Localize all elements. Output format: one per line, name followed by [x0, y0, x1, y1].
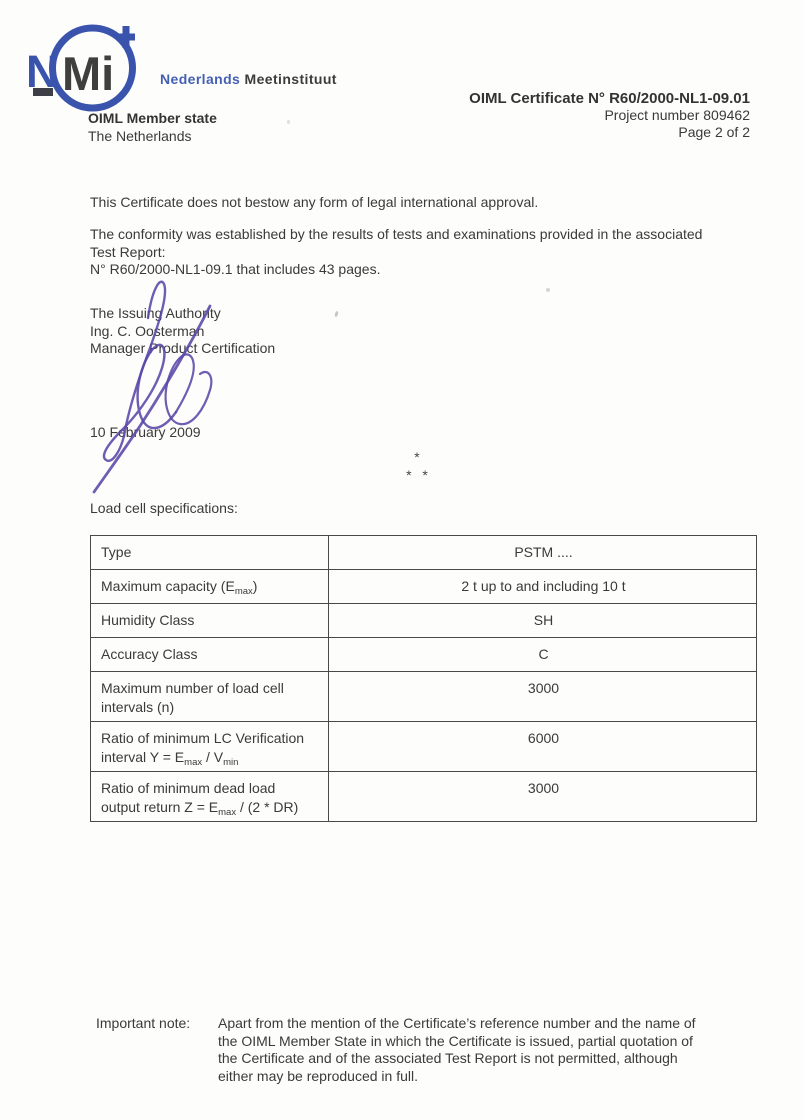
logo-plus-icon [117, 34, 135, 41]
logo-letters-mi: Mi [62, 47, 115, 100]
signature-stroke [166, 354, 212, 424]
scan-speck [334, 311, 339, 318]
org-wordmark-meetinstituut: Meetinstituut [244, 71, 337, 87]
issuing-authority-block: The Issuing Authority Ing. C. Oosterman Manager Product Certification [90, 305, 276, 356]
certificate-number: OIML Certificate N° R60/2000-NL1-09.01 [469, 90, 750, 107]
spec-row-value: 6000 [329, 722, 757, 772]
spec-row-label: Ratio of minimum dead load output return $Z = E_{max} / (2 * DR)$ [91, 772, 329, 822]
paragraph-conformity: The conformity was established by the results of tests and examinations provided in the associated Test Report: N° R60/2000-NL1-09.1 that includes 43 pages. [90, 226, 703, 277]
spec-table-body [91, 536, 757, 822]
spec-row [91, 772, 757, 822]
scan-speck [287, 120, 290, 124]
spec-row-value: 3000 [329, 672, 757, 722]
spec-row [91, 722, 757, 772]
spec-row-label: Accuracy Class [91, 638, 329, 672]
spec-row [91, 638, 757, 672]
spec-row [91, 536, 757, 570]
member-state-block [88, 109, 217, 145]
asterisk-bottom: * * [406, 467, 428, 483]
spec-row-value: 3000 [329, 772, 757, 822]
asterisk-marks [383, 448, 451, 484]
certificate-reference-block [300, 90, 750, 141]
spec-row [91, 570, 757, 604]
member-state-value: The Netherlands [88, 128, 192, 144]
spec-row-value: SH [329, 604, 757, 638]
spec-section-heading: Load cell specifications: [90, 500, 238, 516]
page-indicator: Page 2 of 2 [678, 124, 750, 140]
spec-row-label: Maximum number of load cell intervals (n) [91, 672, 329, 722]
spec-row-label: Humidity Class [91, 604, 329, 638]
spec-table-wrap [90, 535, 757, 822]
signature-stroke [104, 345, 176, 461]
org-wordmark [160, 71, 337, 87]
issue-date: 10 February 2009 [90, 424, 201, 440]
spec-row-value: PSTM .... [329, 536, 757, 570]
asterisk-top: * [414, 449, 420, 465]
project-number: Project number 809462 [604, 107, 750, 123]
spec-row-label: Maximum capacity $(E_{max})$ [91, 570, 329, 604]
logo-letter-n: N [26, 46, 59, 97]
spec-row-label: Ratio of minimum LC Verification interval $Y = E_{max} / V_{min}$ [91, 722, 329, 772]
spec-row-label: Type [91, 536, 329, 570]
spec-row [91, 604, 757, 638]
load-cell-spec-table [90, 535, 757, 822]
spec-row [91, 672, 757, 722]
spec-row-value: C [329, 638, 757, 672]
paragraph-approval: This Certificate does not bestow any form of legal international approval. [90, 194, 539, 210]
important-note-label: Important note: [96, 1015, 191, 1031]
org-wordmark-nederlands: Nederlands [160, 71, 241, 87]
scan-speck [546, 288, 550, 292]
important-note-text: Apart from the mention of the Certificate’s reference number and the name of the OIML Member State in which the Certificate is issued, partial quotation of the Certificate and of the associated Test Report is not permitted, although either may be reproduced in full. [218, 1015, 696, 1084]
member-state-label: OIML Member state [88, 110, 217, 126]
spec-row-value: 2 t up to and including 10 t [329, 570, 757, 604]
